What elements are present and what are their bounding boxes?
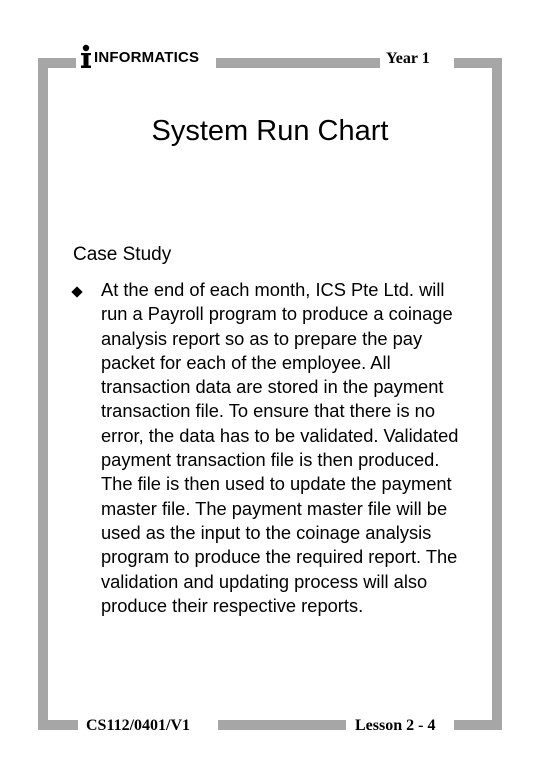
- frame-bottom-left: [38, 720, 78, 730]
- frame-bottom-middle: [218, 720, 346, 730]
- informatics-logo: [80, 44, 199, 70]
- informatics-logo-icon: [80, 44, 92, 70]
- course-code: CS112/0401/V1: [86, 717, 191, 734]
- frame-left: [38, 58, 48, 730]
- lesson-number: Lesson 2 - 4: [355, 717, 436, 734]
- bullet-item: [73, 278, 473, 618]
- frame-bottom-right: [454, 720, 502, 730]
- frame-right: [492, 58, 502, 730]
- bullet-text: At the end of each month, ICS Pte Ltd. will run a Payroll program to produce a coinage analysis report so as to prepare the pay packet for each of the employee. All transaction data are stored in the payment transaction file. To ensure that there is no error, the data has to be validated. Validated payment transaction file is then produced. The file is then used to update the payment master file. The payment master file will be used as the input to the coinage analysis program to produce the required report. The validation and updating process will also produce their respective reports.: [101, 279, 459, 616]
- page-title: System Run Chart: [151, 115, 389, 147]
- frame-top-middle: [216, 58, 380, 68]
- section-heading: Case Study: [73, 244, 172, 265]
- course-year: Year 1: [386, 50, 430, 67]
- logo-text: INFORMATICS: [94, 48, 200, 66]
- diamond-bullet-icon: [71, 286, 82, 297]
